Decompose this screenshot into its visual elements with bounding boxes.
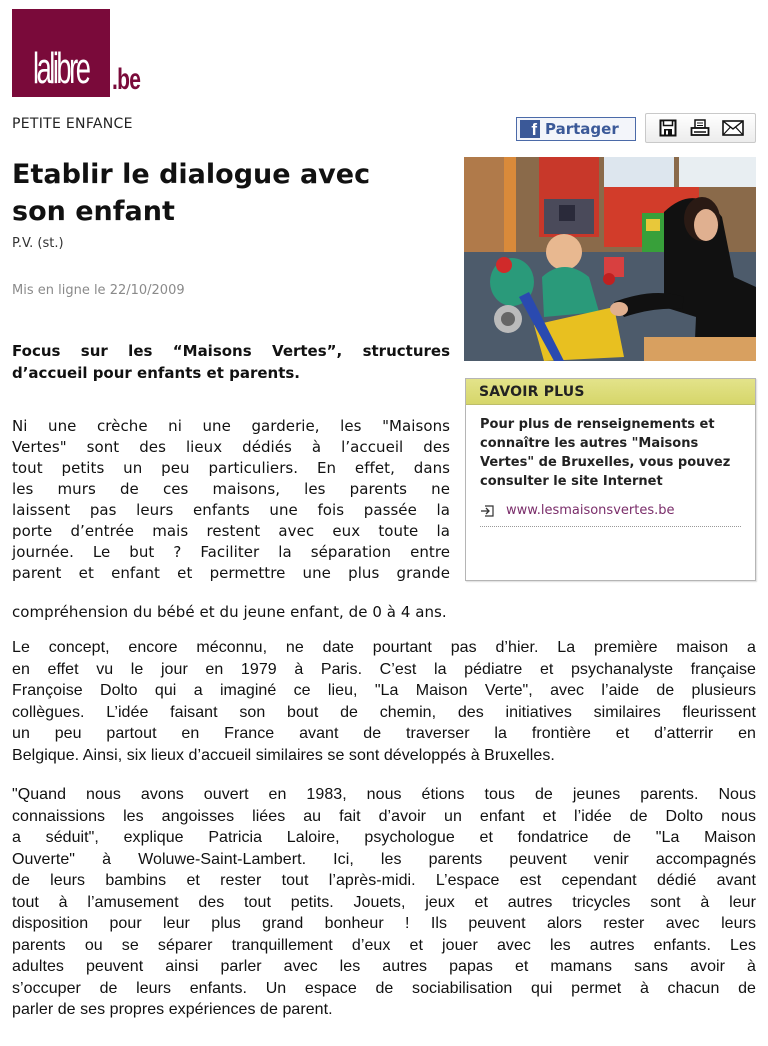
savoir-plus-text: Pour plus de renseignements et connaître les autres "Maisons Vertes" de Bruxelles, vous pouvez consulter le site Internet xyxy=(480,417,731,489)
article-date: Mis en ligne le 22/10/2009 xyxy=(12,283,185,298)
paragraph-line: de leurs bambins et rester tout l’après-midi. L’espace est cependant dédié avant xyxy=(12,872,756,889)
logo-domain-text: .be xyxy=(112,63,141,96)
paragraph-line: "Quand nous avons ouvert en 1983, nous étions tous de jeunes parents. Nous xyxy=(12,786,756,803)
paragraph-line: porte d’entrée mais restent avec eux toute la xyxy=(12,522,450,540)
paragraph-line: Belgique. Ainsi, six lieux d’accueil similaires se sont développés à Bruxelles. xyxy=(12,746,555,764)
savoir-plus-title: SAVOIR PLUS xyxy=(466,379,755,405)
savoir-plus-link-row xyxy=(480,503,741,527)
paragraph-line: connaissions les angoisses liées au fait d’avoir un enfant et l’idée de Dolto nous xyxy=(12,807,756,825)
article-lead xyxy=(12,340,450,384)
logo-main-text: lalibre xyxy=(33,44,89,93)
maisons-vertes-link[interactable]: www.lesmaisonsvertes.be xyxy=(506,503,675,518)
article-photo xyxy=(464,157,756,361)
savoir-plus-box xyxy=(465,378,756,581)
paragraph-line: journée. Le but ? Faciliter la séparation entre xyxy=(12,543,450,561)
paragraph-line: s’occuper de leurs enfants. Un espace de sociabilisation qui permet à chacun de xyxy=(12,979,756,997)
article-byline: P.V. (st.) xyxy=(12,236,64,251)
paragraph-line: collègues. L’idée faisant son bout de chemin, des initiatives similaires fleurissent xyxy=(12,703,756,721)
paragraph-line: les murs de ces maisons, les parents ne xyxy=(12,480,450,498)
email-icon[interactable] xyxy=(722,117,744,139)
paragraph-line: tout petits un peu particuliers. En effet, dans xyxy=(12,459,450,477)
paragraph-line: un peu partout en France avant de traverser la frontière et d’atterrir en xyxy=(12,725,756,742)
section-label: PETITE ENFANCE xyxy=(12,116,133,132)
lead-line: d’accueil pour enfants et parents. xyxy=(12,364,301,382)
article-paragraph-1 xyxy=(12,416,450,584)
paragraph-line: disposition pour leur plus grand bonheur ! Ils peuvent alors rester avec leurs xyxy=(12,915,756,932)
paragraph-line: Le concept, encore méconnu, ne date pourtant pas d’hier. La première maison a xyxy=(12,639,756,656)
article-paragraph-3 xyxy=(12,784,756,1021)
paragraph-line: laissent pas leurs enfants une fois passée la xyxy=(12,501,450,519)
facebook-icon: f xyxy=(520,120,540,138)
share-label: Partager xyxy=(545,120,619,138)
article-tools xyxy=(645,113,756,143)
paragraph-line: Françoise Dolto qui a imaginé ce lieu, "La Maison Verte", avec l’aide de plusieurs xyxy=(12,682,756,699)
save-icon[interactable] xyxy=(657,117,679,139)
paragraph-line: adultes peuvent ainsi parler avec les autres papas et mamans sans avoir à xyxy=(12,958,756,975)
paragraph-line: a séduit", explique Patricia Laloire, psychologue et fondatrice de "La Maison xyxy=(12,829,756,846)
paragraph-line: parents ou se séparer tranquillement d’eux et jouer avec les autres enfants. Les xyxy=(12,936,756,954)
lead-line: Focus sur les “Maisons Vertes”, structures xyxy=(12,342,450,360)
logo-box xyxy=(12,9,110,97)
article-paragraph-2 xyxy=(12,637,756,766)
site-logo[interactable] xyxy=(12,9,152,97)
paragraph-line: Vertes" sont des lieux dédiés à l’accueil des xyxy=(12,438,450,456)
facebook-share-button[interactable] xyxy=(516,117,636,141)
paragraph-line: parler de ses propres expériences de parent. xyxy=(12,1001,333,1018)
article-title: Etablir le dialogue avec son enfant xyxy=(12,159,371,227)
paragraph-line: tout à l’amusement des tout petits. Jouets, jeux et autres tricycles sont à leur xyxy=(12,893,756,911)
external-link-icon xyxy=(480,504,496,518)
article-paragraph-1-end: compréhension du bébé et du jeune enfant, de 0 à 4 ans. xyxy=(12,603,447,621)
paragraph-line: en effet vu le jour en 1979 à Paris. C’est la pédiatre et psychanalyste française xyxy=(12,660,756,678)
paragraph-line: parent et enfant et permettre une plus grande xyxy=(12,564,450,582)
paragraph-line: Ni une crèche ni une garderie, les "Maisons xyxy=(12,417,450,435)
print-icon[interactable] xyxy=(689,117,711,139)
paragraph-line: Ouverte" à Woluwe-Saint-Lambert. Ici, les parents peuvent venir accompagnés xyxy=(12,850,756,868)
